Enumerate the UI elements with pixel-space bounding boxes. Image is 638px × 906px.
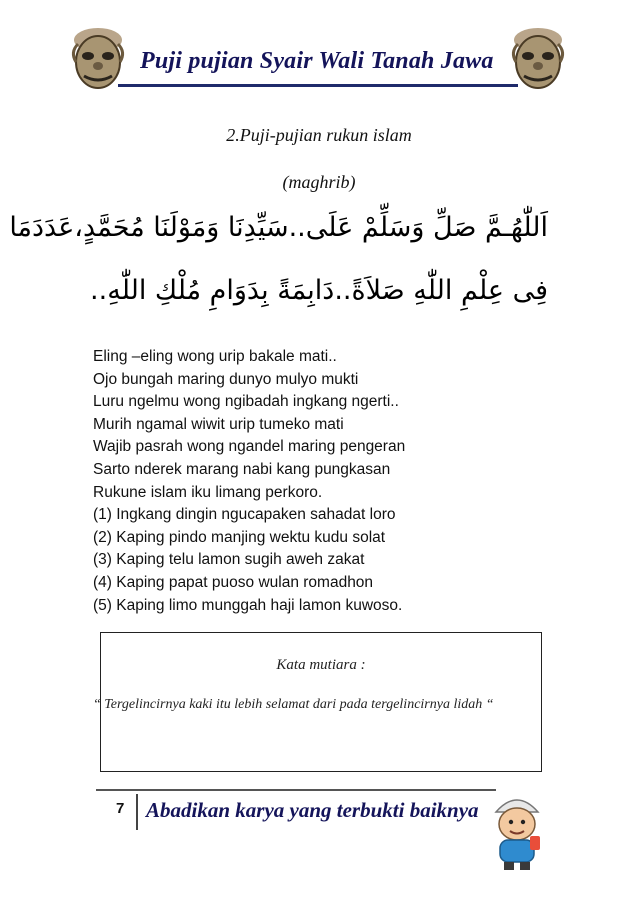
verse-line: Eling –eling wong urip bakale mati.. <box>93 348 337 365</box>
quote-text: “ Tergelincirnya kaki itu lebih selamat dari pada tergelincirnya lidah “ <box>93 697 494 712</box>
wayang-mask-left-icon <box>66 22 130 92</box>
section-subtitle: (maghrib) <box>282 172 356 192</box>
header-title: Puji pujian Syair Wali Tanah Jawa <box>140 48 494 74</box>
arabic-line-1: اَللّٰهُـمَّ صَلِّ وَسَلِّمْ عَلَى..سَيِّدِنَا وَمَوْلَنَا مُحَمَّدٍ،عَدَدَمَا <box>9 212 548 243</box>
verse-block <box>93 346 553 617</box>
wayang-mask-right-icon <box>506 22 570 92</box>
section-title: 2.Puji-pujian rukun islam <box>226 125 412 145</box>
verse-line: Rukune islam iku limang perkoro. <box>93 483 323 501</box>
verse-line: Luru ngelmu wong ngibadah ingkang ngerti.. <box>93 393 399 411</box>
verse-line: Sarto nderek marang nabi kang pungkasan <box>93 460 391 478</box>
header-rule <box>118 84 518 87</box>
verse-line: Wajib pasrah wong ngandel maring pengeran <box>93 438 406 456</box>
verse-line: (2) Kaping pindo manjing wektu kudu solat <box>93 528 386 546</box>
quote-box <box>93 632 542 772</box>
verse-line: (5) Kaping limo munggah haji lamon kuwoso. <box>93 596 403 614</box>
footer-tagline: Abadikan karya yang terbukti baiknya <box>146 798 479 822</box>
footer-rule <box>96 789 496 791</box>
verse-line: (3) Kaping telu lamon sugih aweh zakat <box>93 551 365 569</box>
cartoon-boy-icon <box>486 790 548 872</box>
arabic-line-2: فِى عِلْمِ اللّٰهِ صَلاَةً..دَابِمَةً بِدَوَامِ مُلْكِ اللّٰهِ.. <box>90 275 548 306</box>
quote-label: Kata mutiara : <box>276 657 366 673</box>
verse-line: Murih ngamal wiwit urip tumeko mati <box>93 415 344 433</box>
footer-divider <box>136 794 138 830</box>
page-number: 7 <box>116 800 125 817</box>
verse-line: (4) Kaping papat puoso wulan romadhon <box>93 573 374 591</box>
verse-line: (1) Ingkang dingin ngucapaken sahadat loro <box>93 506 396 524</box>
verse-line: Ojo bungah maring dunyo mulyo mukti <box>93 370 359 388</box>
